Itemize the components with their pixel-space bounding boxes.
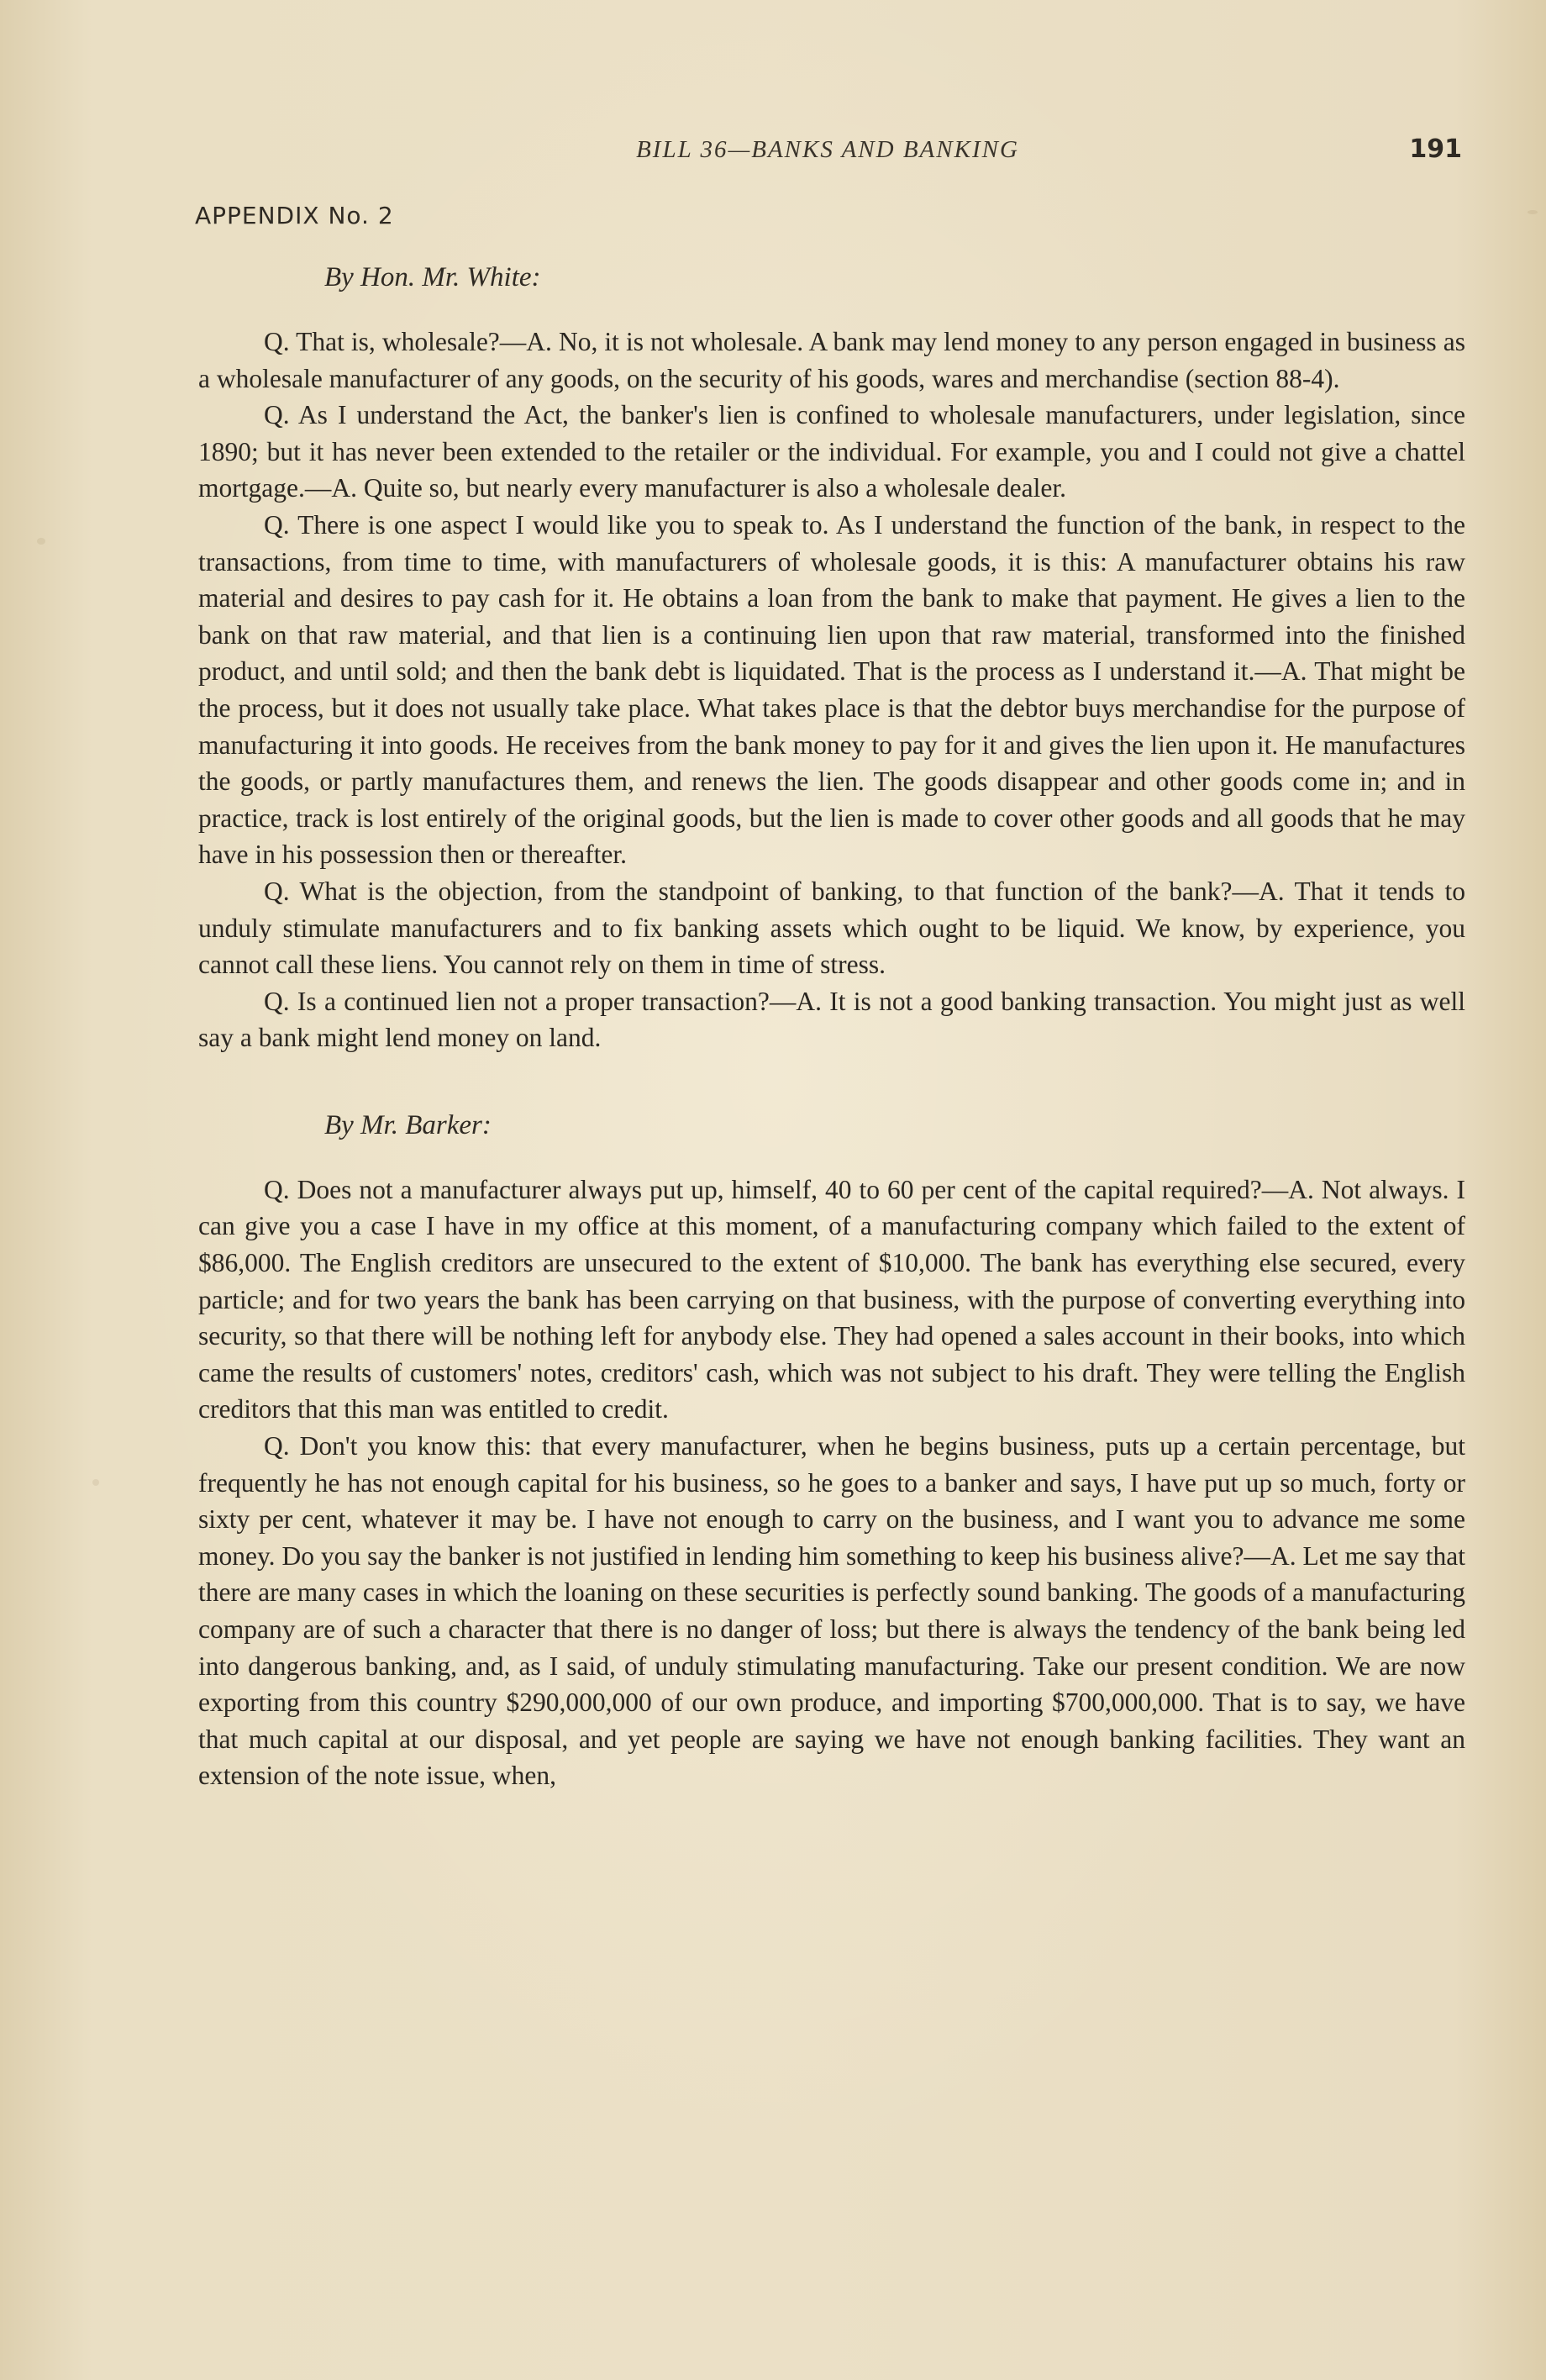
paragraph: Q. That is, wholesale?—A. No, it is not wholesale. A bank may lend money to any person engaged in business as a wholesale manufacturer of any goods, on the security of his goods, wares and merchandise (section 88-4). xyxy=(198,327,1465,393)
page-header xyxy=(193,133,1462,175)
speaker-heading: By Mr. Barker: xyxy=(324,1109,492,1140)
running-title: BILL 36—BANKS AND BANKING xyxy=(636,136,1019,163)
speaker-heading: By Hon. Mr. White: xyxy=(324,262,541,292)
paragraph: Q. Does not a manufacturer always put up, himself, 40 to 60 per cent of the capital required?—A. Not always. I can give you a case I have in my office at this moment, of a manufacturing company which failed to the extent of $86,000. The English creditors are unsecured to the extent of $10,000. The bank has everything else secured, every particle; and for two years the bank has been carrying on that business, with the purpose of converting everything into security, so that there will be nothing left for anybody else. They had opened a sales account in their books, into which came the results of customers' notes, creditors' cash, which was not subject to his draft. They were telling the English creditors that this man was entitled to credit. xyxy=(198,1174,1465,1424)
paragraph: Q. Don't you know this: that every manufacturer, when he begins business, puts up a certain percentage, but frequently he has not enough capital for his business, so he goes to a banker and says, I have put up so much, forty or sixty per cent, whatever it may be. I have not enough to carry on the business, and I want you to advance me some money. Do you say the banker is not justified in lending him something to keep his business alive?—A. Let me say that there are many cases in which the loaning on these securities is perfectly sound banking. The goods of a manufacturing company are of such a character that there is no danger of loss; but there is always the tendency of the bank being led into dangerous banking, and, as I said, of unduly stimulating manufacturing. Take our present condition. We are now exporting from this country $290,000,000 of our own produce, and importing $700,000,000. That is to say, we have that much capital at our disposal, and yet people are saying we have not enough banking facilities. They want an extension of the note issue, when, xyxy=(198,1431,1465,1791)
page-number: 191 xyxy=(1409,134,1462,164)
document-body xyxy=(198,262,1465,1794)
paragraph: Q. As I understand the Act, the banker's lien is confined to wholesale manufacturers, under legislation, since 1890; but it has never been extended to the retailer or the individual. For example, you and I could not give a chattel mortgage.—A. Quite so, but nearly every manufacturer is also a wholesale dealer. xyxy=(198,400,1465,503)
paragraph: Q. Is a continued lien not a proper transaction?—A. It is not a good banking transaction. You might just as well say a bank might lend money on land. xyxy=(198,986,1465,1053)
paragraph: Q. What is the objection, from the standpoint of banking, to that function of the bank?—A. That it tends to unduly stimulate manufacturers and to fix banking assets which ought to be liquid. We know, by experience, you cannot call these liens. You cannot rely on them in time of stress. xyxy=(198,876,1465,980)
appendix-label: APPENDIX No. 2 xyxy=(195,202,394,229)
paragraph: Q. There is one aspect I would like you to speak to. As I understand the function of the bank, in respect to the transactions, from time to time, with manufacturers of wholesale goods, it is this: A manufacturer obtains his raw material and desires to pay cash for it. He obtains a loan from the bank to make that payment. He gives a lien to the bank on that raw material, and that lien is a continuing lien upon that raw material, transformed into the finished product, and until sold; and then the bank debt is liquidated. That is the process as I understand it.—A. That might be the process, but it does not usually take place. What takes place is that the debtor buys merchandise for the purpose of manufacturing it into goods. He receives from the bank money to pay for it and gives the lien upon it. He manufactures the goods, or partly manufactures them, and renews the lien. The goods disappear and other goods come in; and in practice, track is lost entirely of the original goods, but the lien is made to cover other goods and all goods that he may have in his possession then or thereafter. xyxy=(198,509,1465,870)
paper-speck xyxy=(37,538,45,545)
paper-speck xyxy=(1528,210,1538,214)
paper-speck xyxy=(92,1479,99,1486)
